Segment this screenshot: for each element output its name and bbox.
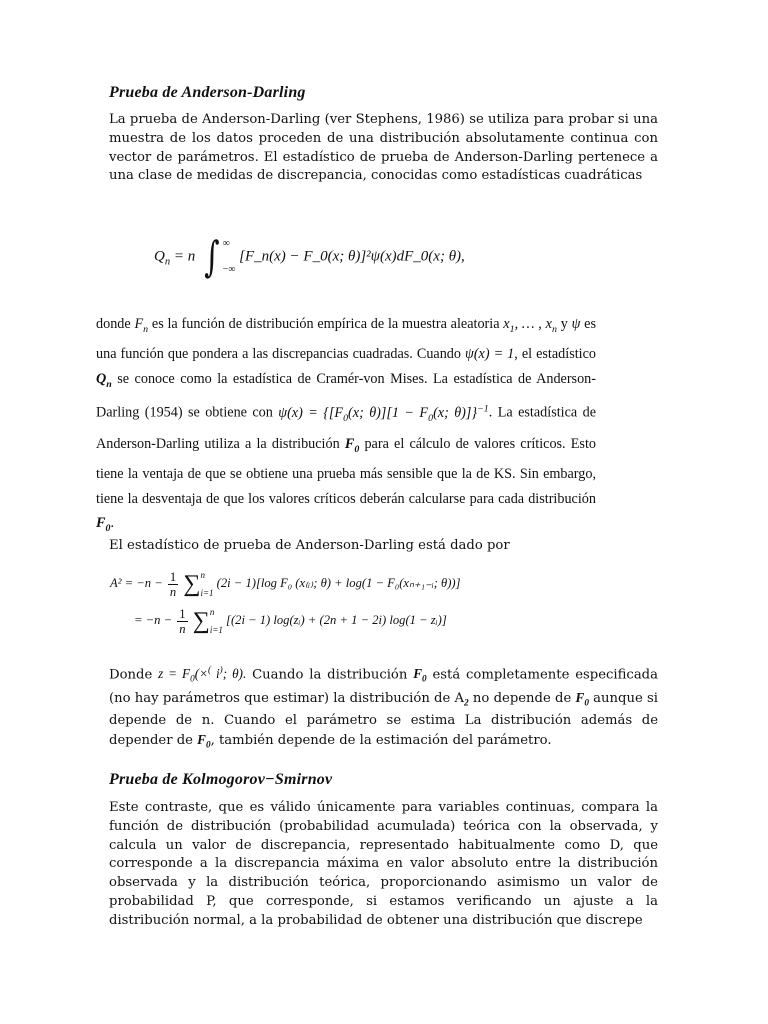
summation-sign-2: ∑	[192, 608, 210, 634]
integral-sign: ∫	[204, 232, 220, 281]
formula-qn: $Q_n = n$ ∫ ∞ −∞ [F_n(x) − F_0(x; θ)]²ψ(x)dF_0(x; θ),	[154, 232, 465, 281]
section-heading-kolmogorov-smirnov: Prueba de Kolmogorov−Smirnov	[109, 771, 333, 788]
formula-a2-line1: A² = −n − $\frac{1}{n}$ ∑ n i=1 (2i − 1)[log F₀ (x₍ᵢ₎; θ) + log(1 − F₀(xₙ₊₁₋ᵢ; θ))]	[110, 569, 461, 599]
fraction-1-over-n: $\frac{1}{n}$	[169, 569, 177, 599]
definition-paragraph: donde $F_n$ es la función de distribución empírica de la muestra aleatoria $x_1$, … , $x_n$ y ψ es una función que pondera a las discrepancias cuadradas. Cuando ψ(x) = 1, el estadístico $Q_n$ se conoce como la estadística de Cramér-von Mises. La estadística de Anderson-Darling (1954) se obtiene con $\psi(x) = \{[F_0(x$; $\theta)][1 - F_0(x$; θ)]}$^{-1}$. La estadística de Anderson-Darling utiliza a la distribución $F_0$ para el cálculo de valores críticos. Esto tiene la ventaja de que se obtiene una prueba más sensible que la de KS. Sin embargo, tiene la desventaja de que los valores críticos deberán calcularse para cada distribución $F_0$.	[96, 316, 596, 535]
section-heading-anderson-darling: Prueba de Anderson-Darling	[109, 84, 306, 101]
integral-limits: ∞ −∞	[222, 238, 236, 275]
statistic-intro: El estadístico de prueba de Anderson-Darling está dado por	[109, 538, 510, 553]
fraction-1-over-n-2: $\frac{1}{n}$	[179, 606, 186, 636]
ks-paragraph: Este contraste, que es válido únicamente para variables continuas, compara la función de distribución (probabilidad acumulada) teórica con la observada, y calcula un valor de discrepancia, representado habitualmente como D, que corresponde a la discrepancia máxima en valor absoluto entre la distribución observada y la distribución teórica, proporcionando asimismo un valor de probabilidad P, que corresponde, si estamos verificando un ajuste a la distribución normal, a la probabilidad de obtener una distribución que discrepe	[109, 800, 658, 928]
donde-paragraph: Donde $z = F_0(\times^($ i); θ). Cuando la distribución $F_0$ está completamente especificada (no hay parámetros que estimar) la distribución de $A_2$ no depende de $F_0$ aunque si depende de n. Cuando el parámetro se estima La distribución además de depender de $F_0$, también depende de la estimación del parámetro.	[109, 665, 658, 750]
formula-a2-line2: = −n − $\frac{1}{n}$ ∑ n i=1 [(2i − 1) log(zᵢ) + (2n + 1 − 2i) log(1 − zᵢ)]	[134, 606, 447, 636]
intro-paragraph: La prueba de Anderson-Darling (ver Stephens, 1986) se utiliza para probar si una muestra de los datos proceden de una distribución absolutamente continua con vector de parámetros. El estadístico de prueba de Anderson-Darling pertenece a una clase de medidas de discrepancia, conocidas como estadísticas cuadráticas	[109, 112, 658, 184]
summation-sign: ∑	[183, 571, 201, 597]
